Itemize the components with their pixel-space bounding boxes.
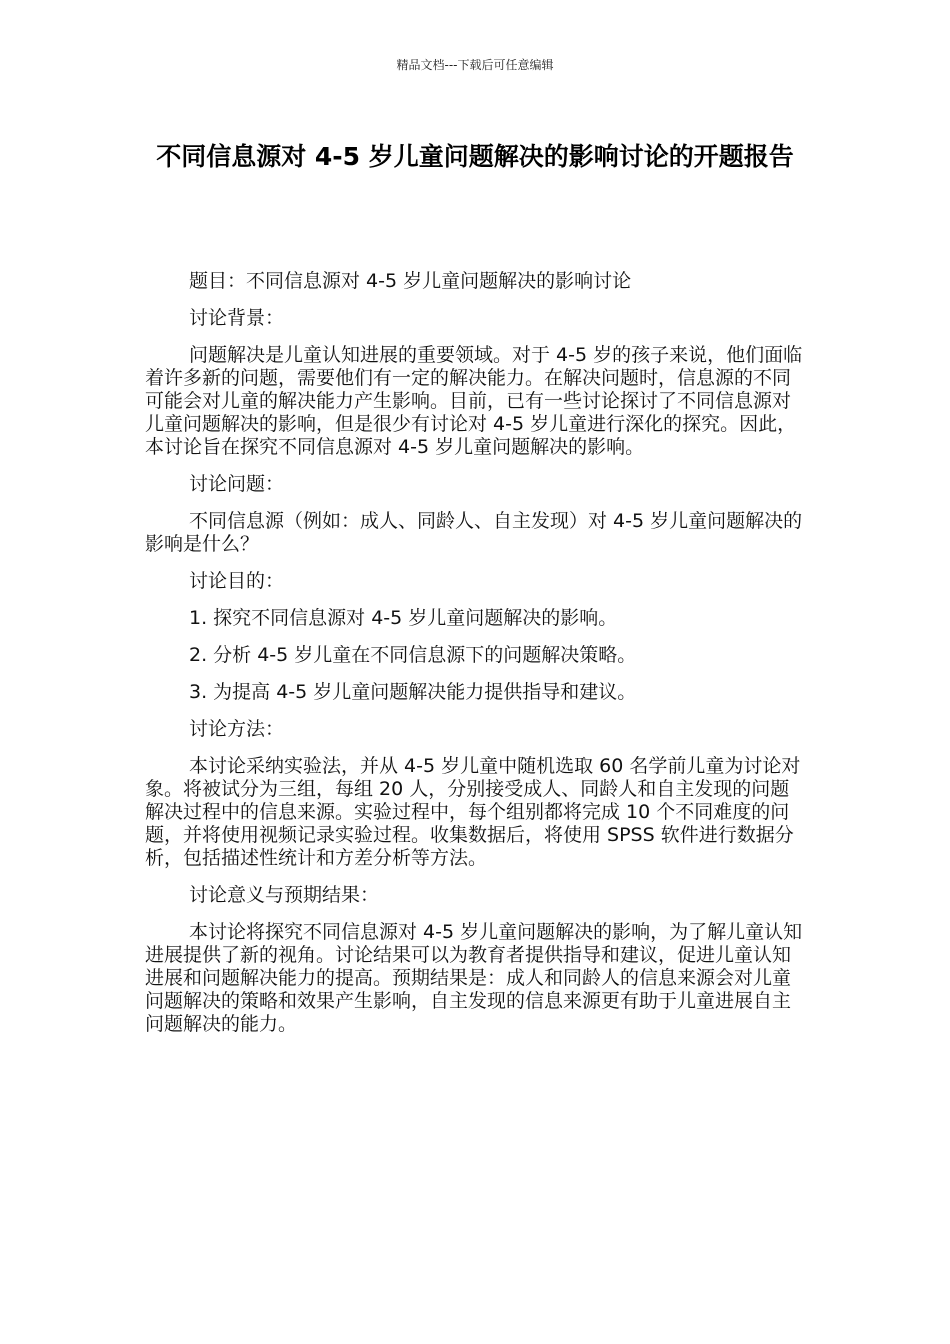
significance-heading: 讨论意义与预期结果： <box>189 884 380 906</box>
background-heading: 讨论背景： <box>189 307 285 329</box>
document-title: 不同信息源对 4-5 岁儿童问题解决的影响讨论的开题报告 <box>156 142 794 171</box>
purpose-item-3: 3. 为提高 4-5 岁儿童问题解决能力提供指导和建议。 <box>189 681 637 703</box>
significance-paragraph: 本讨论将探究不同信息源对 4-5 岁儿童问题解决的影响，为了解儿童认知进展提供了新的视角。讨论结果可以为教育者提供指导和建议，促进儿童认知进展和问题解决能力的提高。预期结果是：成人和同龄人的信息来源会对儿童问题解决的策略和效果产生影响，自主发现的信息来源更有助于儿童进展自主问题解决的能力。 <box>145 921 803 1035</box>
header-note: 精品文档---下载后可任意编辑 <box>396 58 554 72</box>
purpose-item-2: 2. 分析 4-5 岁儿童在不同信息源下的问题解决策略。 <box>189 644 637 666</box>
topic-line: 题目：不同信息源对 4-5 岁儿童问题解决的影响讨论 <box>189 270 632 292</box>
background-paragraph: 问题解决是儿童认知进展的重要领域。对于 4-5 岁的孩子来说，他们面临着许多新的问题，需要他们有一定的解决能力。在解决问题时，信息源的不同可能会对儿童的解决能力产生影响。目前，已有一些讨论探讨了不同信息源对儿童问题解决的影响，但是很少有讨论对 4-5 岁儿童进行深化的探究。因此，本讨论旨在探究不同信息源对 4-5 岁儿童问题解决的影响。 <box>145 344 803 458</box>
purpose-item-1: 1. 探究不同信息源对 4-5 岁儿童问题解决的影响。 <box>189 607 618 629</box>
method-heading: 讨论方法： <box>189 718 285 740</box>
question-paragraph: 不同信息源（例如：成人、同龄人、自主发现）对 4-5 岁儿童问题解决的影响是什么？ <box>145 510 803 555</box>
purpose-heading: 讨论目的： <box>189 570 285 592</box>
method-paragraph: 本讨论采纳实验法，并从 4-5 岁儿童中随机选取 60 名学前儿童为讨论对象。将被试分为三组，每组 20 人，分别接受成人、同龄人和自主发现的问题解决过程中的信息来源。实验过程中，每个组别都将完成 10 个不同难度的问题，并将使用视频记录实验过程。收集数据后，将使用 SPSS 软件进行数据分析，包括描述性统计和方差分析等方法。 <box>145 755 801 869</box>
document-body <box>145 270 805 1050</box>
question-heading: 讨论问题： <box>189 473 285 495</box>
